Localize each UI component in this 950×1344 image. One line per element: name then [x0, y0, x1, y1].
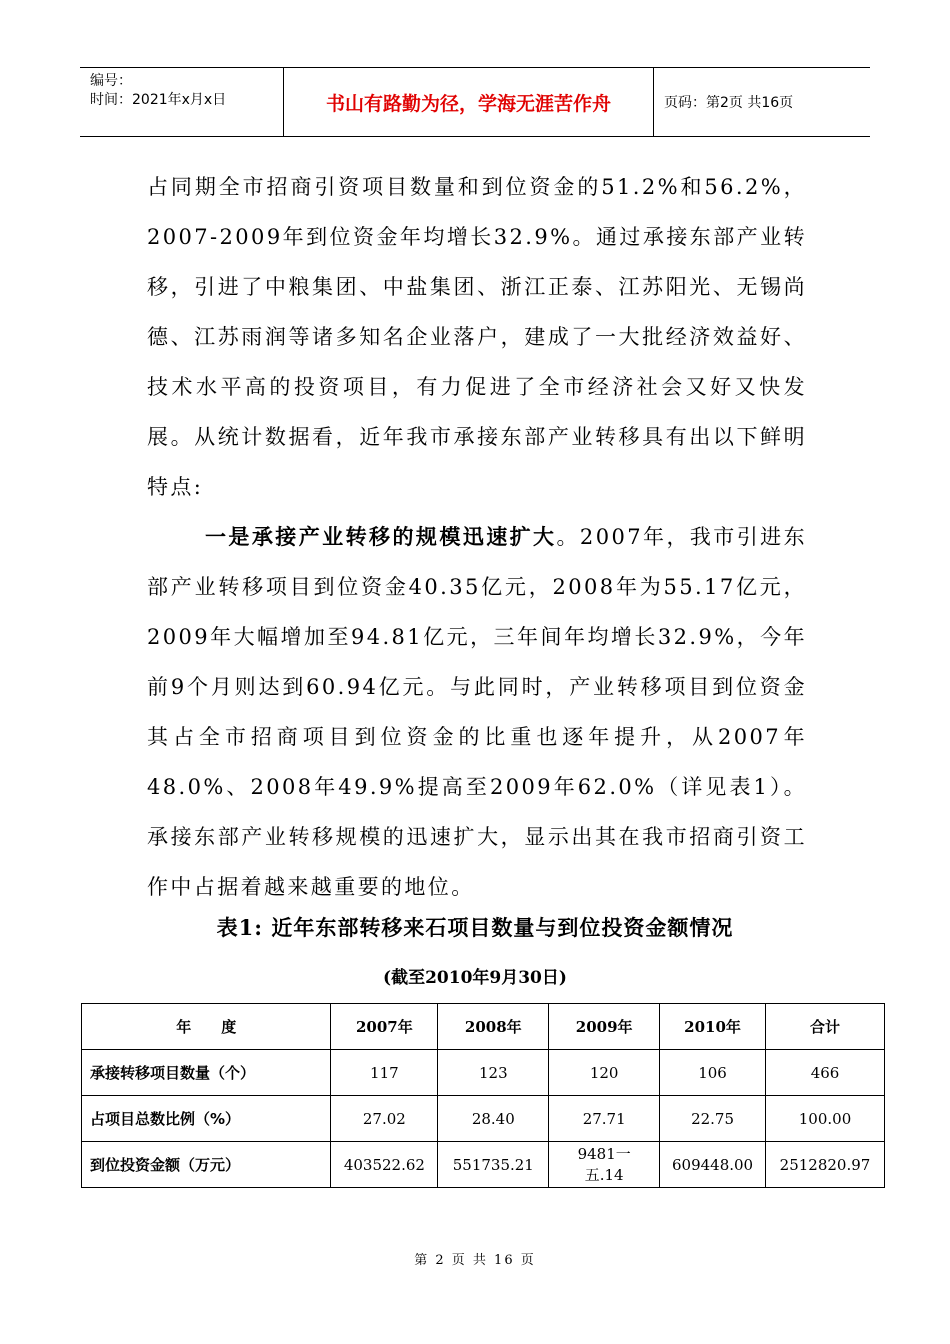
cell-line: 五.14: [584, 1165, 624, 1184]
time-label: 时间：2021年x月x日: [90, 92, 227, 108]
table-cell: 22.75: [660, 1096, 766, 1142]
table-cell: 123: [438, 1050, 549, 1096]
table-cell: 120: [549, 1050, 660, 1096]
row-label: 到位投资金额（万元）: [82, 1142, 331, 1188]
header-motto: 书山有路勤为径，学海无涯苦作舟: [284, 68, 654, 136]
paragraph-1: 占同期全市招商引资项目数量和到位资金的51.2%和56.2%，2007-2009年到位资金年均增长32.9%。通过承接东部产业转移，引进了中粮集团、中盐集团、浙江正泰、江苏阳光、无锡尚德、江苏雨润等诸多知名企业落户，建成了一大批经济效益好、技术水平高的投资项目，有力促进了全市经济社会又好又快发展。从统计数据看，近年我市承接东部产业转移具有出以下鲜明特点:: [147, 175, 807, 499]
row-label: 承接转移项目数量（个）: [82, 1050, 331, 1096]
row-label: 占项目总数比例（%）: [82, 1096, 331, 1142]
page-header: [80, 67, 870, 137]
paragraph-2: [147, 512, 807, 912]
header-page-label: 页码：第2页 共16页: [664, 95, 794, 111]
table-header-cell: 年 度: [82, 1004, 331, 1050]
table-subtitle: (截至2010年9月30日): [383, 968, 567, 988]
header-meta: [80, 68, 284, 136]
table-header-cell: 合计: [766, 1004, 885, 1050]
table-header-cell: 2010年: [660, 1004, 766, 1050]
table-cell: [549, 1142, 660, 1188]
table-cell: 551735.21: [438, 1142, 549, 1188]
table-cell: 106: [660, 1050, 766, 1096]
paragraph-2-text: 。2007年，我市引进东部产业转移项目到位资金40.35亿元，2008年为55.17亿元，2009年大幅增加至94.81亿元，三年间年均增长32.9%，今年前9个月则达到60.94亿元。与此同时，产业转移项目到位资金其占全市招商项目到位资金的比重也逐年提升，从2007年48.0%、2008年49.9%提高至2009年62.0%（详见表1）。承接东部产业转移规模的迅速扩大，显示出其在我市招商引资工作中占据着越来越重要的地位。: [147, 525, 808, 899]
table-header-cell: 2008年: [438, 1004, 549, 1050]
table-row: [82, 1050, 885, 1096]
table-cell: 27.02: [331, 1096, 438, 1142]
page-footer: 第 2 页 共 16 页: [414, 1253, 536, 1268]
number-label: 编号：: [90, 73, 132, 89]
table-cell: 28.40: [438, 1096, 549, 1142]
table-cell: 466: [766, 1050, 885, 1096]
table-cell: 100.00: [766, 1096, 885, 1142]
document-body: [147, 162, 807, 912]
paragraph-2-heading: 一是承接产业转移的规模迅速扩大: [205, 524, 557, 549]
table-row: [82, 1096, 885, 1142]
table-cell: 117: [331, 1050, 438, 1096]
cell-line: 9481一: [577, 1144, 631, 1163]
table-row: [82, 1142, 885, 1188]
table-cell: 403522.62: [331, 1142, 438, 1188]
table-header-row: [82, 1004, 885, 1050]
table-header-cell: 2009年: [549, 1004, 660, 1050]
table-header-cell: 2007年: [331, 1004, 438, 1050]
table-cell: 609448.00: [660, 1142, 766, 1188]
table-cell: 2512820.97: [766, 1142, 885, 1188]
table-cell: 27.71: [549, 1096, 660, 1142]
table-title: 表1: 近年东部转移来石项目数量与到位投资金额情况: [216, 915, 734, 940]
data-table: [81, 1003, 885, 1188]
